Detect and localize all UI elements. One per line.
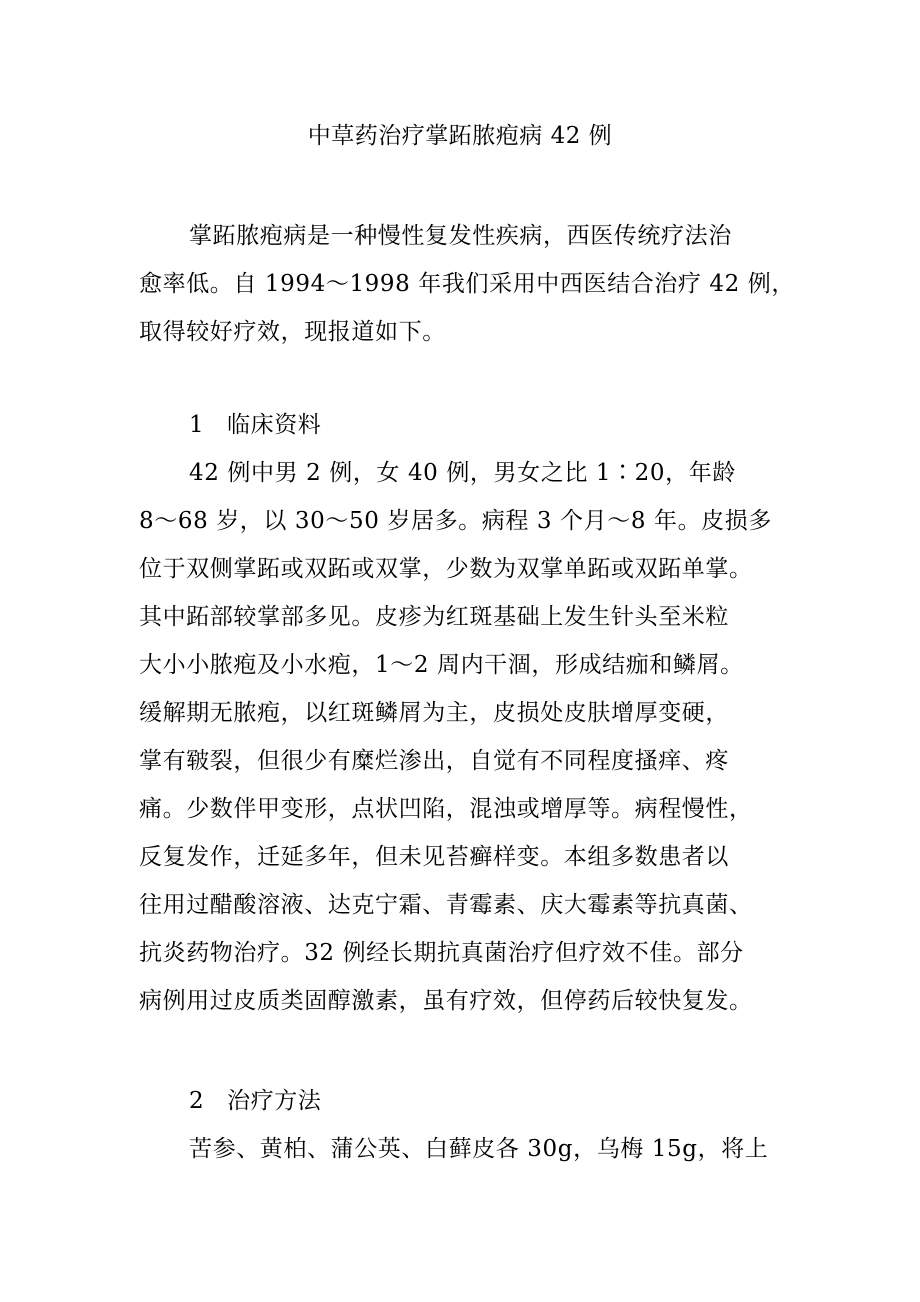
section-1-line-5: 大小小脓疱及小水疱，1～2 周内干涸，形成结痂和鳞屑。 xyxy=(139,652,744,678)
intro-line-1: 掌跖脓疱病是一种慢性复发性疾病，西医传统疗法治 xyxy=(189,223,732,249)
section-2-number: 2 xyxy=(189,1088,205,1114)
section-1-line-6: 缓解期无脓疱，以红斑鳞屑为主，皮损处皮肤增厚变硬， xyxy=(139,700,729,726)
section-1-line-2: 8～68 岁，以 30～50 岁居多。病程 3 个月～8 年。皮损多 xyxy=(139,508,772,534)
section-2-line-1: 苦参、黄柏、蒲公英、白藓皮各 30g，乌梅 15g，将上 xyxy=(189,1136,769,1162)
section-1-line-3: 位于双侧掌跖或双跖或双掌，少数为双掌单跖或双跖单掌。 xyxy=(139,556,753,582)
section-2-heading xyxy=(189,1083,321,1119)
section-2-title: 治疗方法 xyxy=(227,1088,322,1114)
section-1-line-9: 反复发作，迁延多年，但未见苔癣样变。本组多数患者以 xyxy=(139,844,729,870)
section-1-title: 临床资料 xyxy=(227,412,322,438)
section-1-line-7: 掌有皲裂，但很少有糜烂渗出，自觉有不同程度搔痒、疼 xyxy=(139,748,729,774)
section-1-number: 1 xyxy=(189,412,205,438)
section-1-line-1: 42 例中男 2 例，女 40 例，男女之比 1∶20，年龄 xyxy=(189,460,736,486)
section-1-line-10: 往用过醋酸溶液、达克宁霜、青霉素、庆大霉素等抗真菌、 xyxy=(139,892,753,918)
section-1-line-4: 其中跖部较掌部多见。皮疹为红斑基础上发生针头至米粒 xyxy=(139,604,729,630)
intro-line-3: 取得较好疗效，现报道如下。 xyxy=(139,319,446,345)
section-1-line-11: 抗炎药物治疗。32 例经长期抗真菌治疗但疗效不佳。部分 xyxy=(139,940,744,966)
section-1-line-8: 痛。少数伴甲变形，点状凹陷，混浊或增厚等。病程慢性， xyxy=(139,796,753,822)
section-1-heading xyxy=(189,407,321,443)
section-1-line-12: 病例用过皮质类固醇激素，虽有疗效，但停药后较快复发。 xyxy=(139,988,753,1014)
intro-line-2: 愈率低。自 1994～1998 年我们采用中西医结合治疗 42 例， xyxy=(139,271,795,297)
document-title: 中草药治疗掌跖脓疱病 42 例 xyxy=(307,123,613,149)
